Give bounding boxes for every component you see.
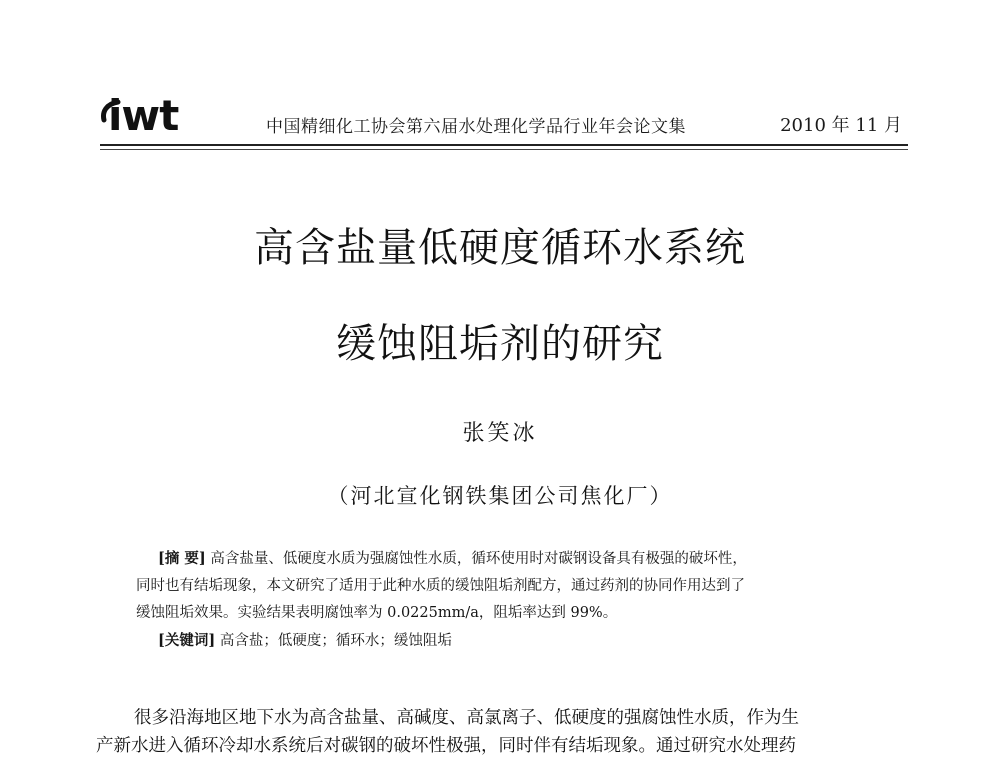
author-name: 张笑冰 bbox=[462, 421, 538, 446]
running-header bbox=[100, 91, 908, 148]
abstract-line-3: 缓蚀阻垢效果。实验结果表明腐蚀率为 0.0225mm/a，阻垢率达到 99%。 bbox=[136, 605, 618, 621]
abstract-line-2: 同时也有结垢现象，本文研究了适用于此种水质的缓蚀阻垢剂配方，通过药剂的协同作用达到了 bbox=[136, 578, 745, 594]
body-line-2: 产新水进入循环冷却水系统后对碳钢的破坏性极强，同时伴有结垢现象。通过研究水处理药 bbox=[96, 736, 796, 756]
iwt-logo bbox=[100, 91, 210, 140]
keywords-text: 高含盐；低硬度；循环水；缓蚀阻垢 bbox=[215, 633, 452, 649]
body-line-1: 很多沿海地区地下水为高含盐量、高碱度、高氯离子、低硬度的强腐蚀性水质，作为生 bbox=[134, 708, 799, 728]
paper-title-line-1: 高含盐量低硬度循环水系统 bbox=[254, 225, 746, 271]
abstract-label: [摘 要] bbox=[158, 550, 206, 567]
paper-title-line-2: 缓蚀阻垢剂的研究 bbox=[336, 321, 664, 367]
abstract-text-1: 高含盐量、低硬度水质为强腐蚀性水质，循环使用时对碳钢设备具有极强的破坏性， bbox=[205, 551, 747, 567]
keywords-line bbox=[136, 627, 896, 655]
header-rule-thin bbox=[100, 149, 908, 150]
logo-text: iwt bbox=[108, 91, 179, 140]
abstract-line-1 bbox=[136, 545, 896, 573]
abstract-block bbox=[136, 545, 896, 655]
body-paragraph bbox=[96, 704, 916, 760]
header-rule-thick bbox=[100, 144, 908, 146]
publication-date: 2010 年 11 月 bbox=[780, 115, 902, 136]
author-affiliation: （河北宣化钢铁集团公司焦化厂） bbox=[327, 484, 673, 508]
keywords-label: [关键词] bbox=[158, 632, 216, 649]
journal-title: 中国精细化工协会第六届水处理化学品行业年会论文集 bbox=[266, 117, 686, 137]
